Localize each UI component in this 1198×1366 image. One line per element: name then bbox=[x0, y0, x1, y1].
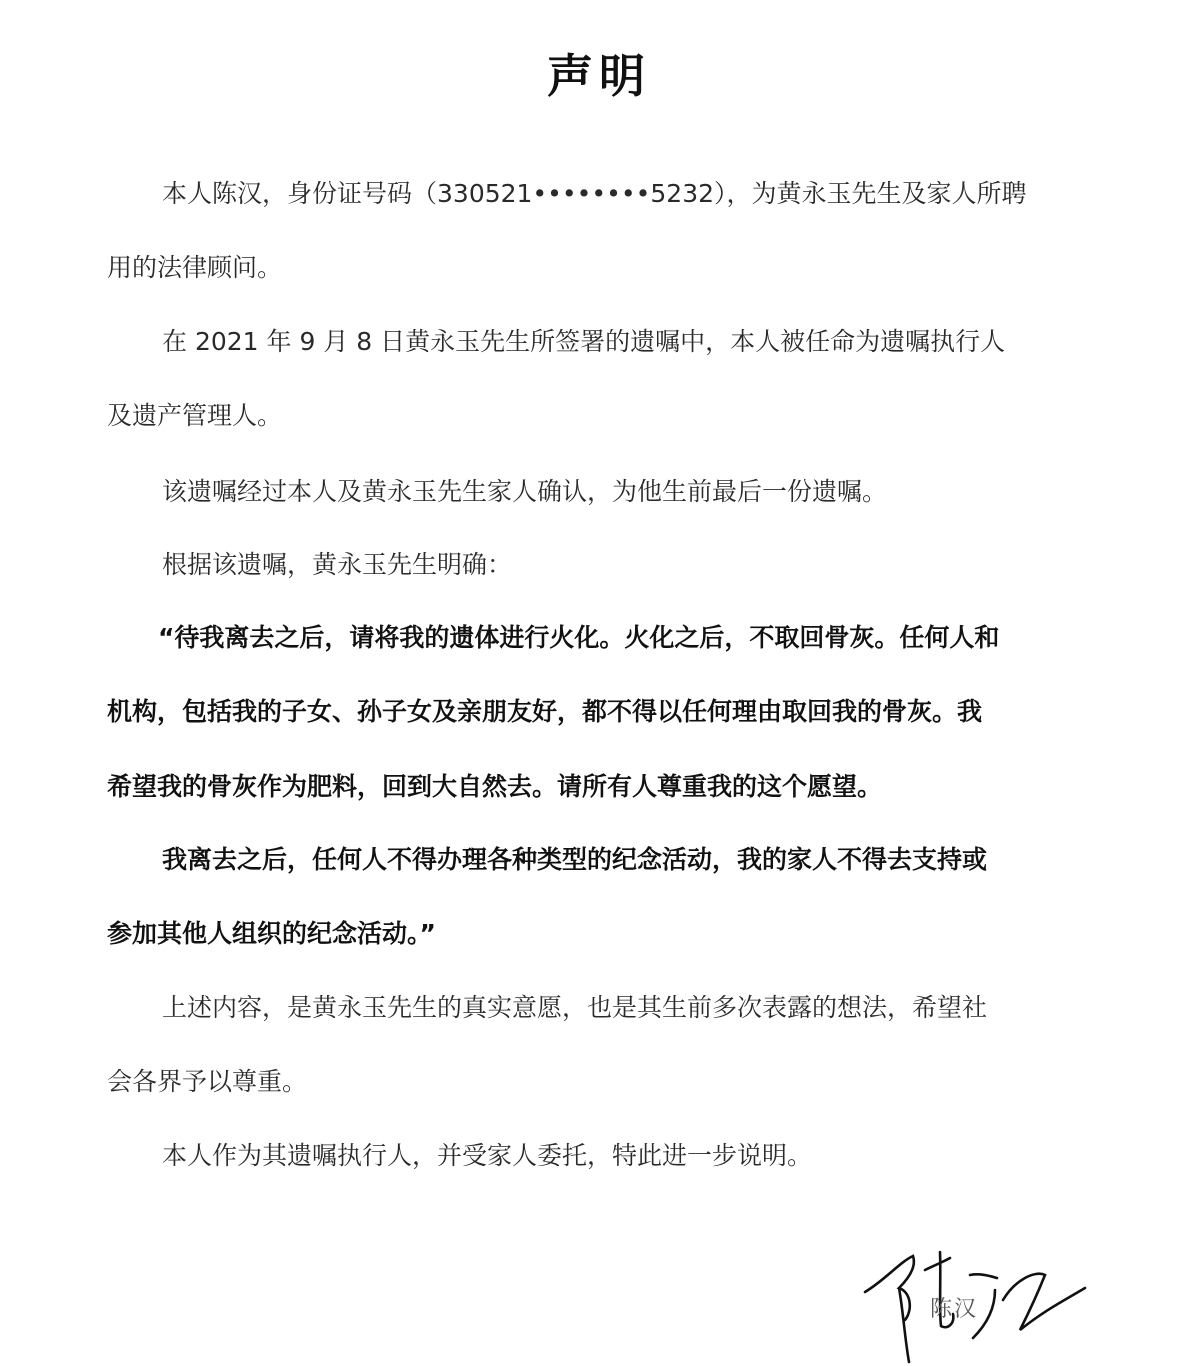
quote-line: 我离去之后，任何人不得办理各种类型的纪念活动，我的家人不得去支持或 bbox=[162, 845, 988, 874]
paragraph-line: 本人陈汉，身份证号码（330521••••••••5232），为黄永玉先生及家人所聘 bbox=[162, 179, 1027, 208]
paragraph-line: 及遗产管理人。 bbox=[107, 401, 283, 430]
quote-line: 希望我的骨灰作为肥料，回到大自然去。请所有人尊重我的这个愿望。 bbox=[107, 772, 883, 801]
paragraph-line: 本人作为其遗嘱执行人，并受家人委托，特此进一步说明。 bbox=[162, 1141, 813, 1170]
paragraph-line: 用的法律顾问。 bbox=[107, 253, 283, 282]
quote-line: 机构，包括我的子女、孙子女及亲朋友好，都不得以任何理由取回我的骨灰。我 bbox=[107, 697, 983, 726]
quote-line: “待我离去之后，请将我的遗体进行火化。火化之后，不取回骨灰。任何人和 bbox=[158, 623, 1000, 652]
paragraph-line: 上述内容，是黄永玉先生的真实意愿，也是其生前多次表露的想法，希望社 bbox=[162, 993, 988, 1022]
quote-line: 参加其他人组织的纪念活动。” bbox=[107, 919, 436, 948]
document-title: 声明 bbox=[547, 49, 651, 103]
handwritten-signature bbox=[855, 1240, 1125, 1366]
paragraph-line: 该遗嘱经过本人及黄永玉先生家人确认，为他生前最后一份遗嘱。 bbox=[162, 477, 888, 506]
paragraph-line: 在 2021 年 9 月 8 日黄永玉先生所签署的遗嘱中，本人被任命为遗嘱执行人 bbox=[162, 327, 1006, 356]
printed-signature-name: 陈汉 bbox=[930, 1297, 979, 1322]
paragraph-line: 根据该遗嘱，黄永玉先生明确： bbox=[162, 550, 513, 579]
paragraph-line: 会各界予以尊重。 bbox=[107, 1067, 308, 1096]
